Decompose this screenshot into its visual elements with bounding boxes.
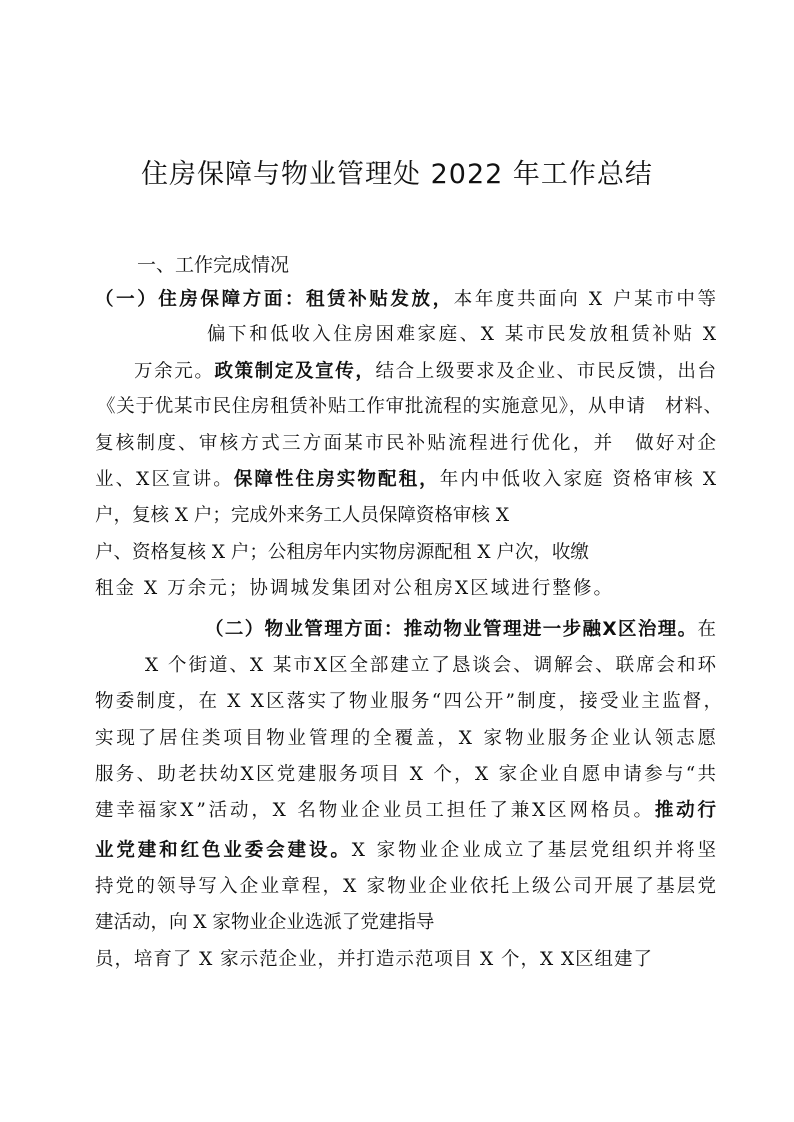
text: X 个街道、X 某市X区全部建立了恳谈会、调解会、联席会和环: [145, 655, 718, 676]
text: 万余元。: [134, 361, 215, 382]
text: 租金 X 万余元；协调城发集团对公租房X区域进行整修。: [95, 578, 615, 599]
document-title: 住房保障与物业管理处 2022 年工作总结: [141, 159, 653, 190]
paragraph-line: [95, 468, 718, 492]
text: 持党的领导写入企业章程，X 家物业企业依托上级公司开展了基层党: [95, 876, 719, 897]
paragraph-line: [207, 323, 719, 347]
text: 在: [697, 619, 718, 640]
paragraph-line: [95, 727, 719, 751]
text: 服务、助老扶幼X区党建服务项目 X 个，X 家企业自愿申请参与“共: [95, 764, 719, 785]
text: 实现了居住类项目物业管理的全覆盖，X 家物业服务企业认领志愿: [95, 728, 719, 749]
text: 偏下和低收入住房困难家庭、X 某市民发放租赁补贴 X: [207, 324, 719, 345]
paragraph-line: [205, 618, 717, 642]
text: 业、X区宣讲。: [95, 469, 234, 490]
paragraph-line: [95, 911, 434, 935]
paragraph-line: [95, 690, 724, 714]
text: 本年度共面向 X 户某市中等: [453, 289, 719, 310]
paragraph-line: [95, 504, 509, 528]
paragraph-line: [145, 654, 718, 678]
bold-lead: 业党建和红色业委会建设。: [95, 840, 352, 861]
bold-lead: 推动行: [654, 800, 719, 821]
paragraph-line: [95, 577, 614, 601]
paragraph-line: [95, 875, 718, 899]
text: 结合上级要求及企业、市民反馈，出台: [375, 361, 718, 382]
paragraph-line: [95, 288, 719, 312]
text: 物委制度，在 X X区落实了物业服务“四公开”制度，接受业主监督，: [95, 691, 725, 712]
text: 《关于优某市民住房租赁补贴工作审批流程的实施意见》，从申请 材料、: [97, 396, 723, 417]
text: X 家物业企业成立了基层党组织并将坚: [351, 840, 719, 861]
text: 户，复核 X 户；完成外来务工人员保障资格审核 X: [95, 505, 509, 526]
bold-lead: 政策制定及宣传，: [214, 361, 376, 382]
paragraph-line: [95, 541, 589, 565]
text: 复核制度、审核方式三方面某市民补贴流程进行优化，并 做好对企: [95, 433, 719, 454]
section-heading: 一、工作完成情况: [137, 254, 290, 276]
bold-lead: （二）物业管理方面：推动物业管理进一步融X区治理。: [205, 619, 698, 640]
bold-lead: 保障性住房实物配租，: [233, 469, 440, 490]
text: 建活动，向 X 家物业企业选派了党建指导: [95, 912, 435, 933]
paragraph-line: [95, 763, 718, 787]
text: 年内中低收入家庭 资格审核 X: [439, 469, 719, 490]
paragraph-line: [134, 360, 718, 384]
text: 户、资格复核 X 户；公租房年内实物房源配租 X 户次，收缴: [95, 542, 589, 563]
paragraph-line: [95, 432, 718, 456]
bold-lead: （一）住房保障方面：租赁补贴发放，: [95, 289, 454, 310]
paragraph-line: [95, 839, 719, 863]
paragraph-line: [97, 395, 723, 419]
paragraph-line: [95, 948, 653, 972]
text: 员，培育了 X 家示范企业，并打造示范项目 X 个，X X区组建了: [95, 949, 653, 970]
paragraph-line: [95, 799, 719, 823]
text: 建幸福家X”活动，X 名物业企业员工担任了兼X区网格员。: [95, 800, 655, 821]
